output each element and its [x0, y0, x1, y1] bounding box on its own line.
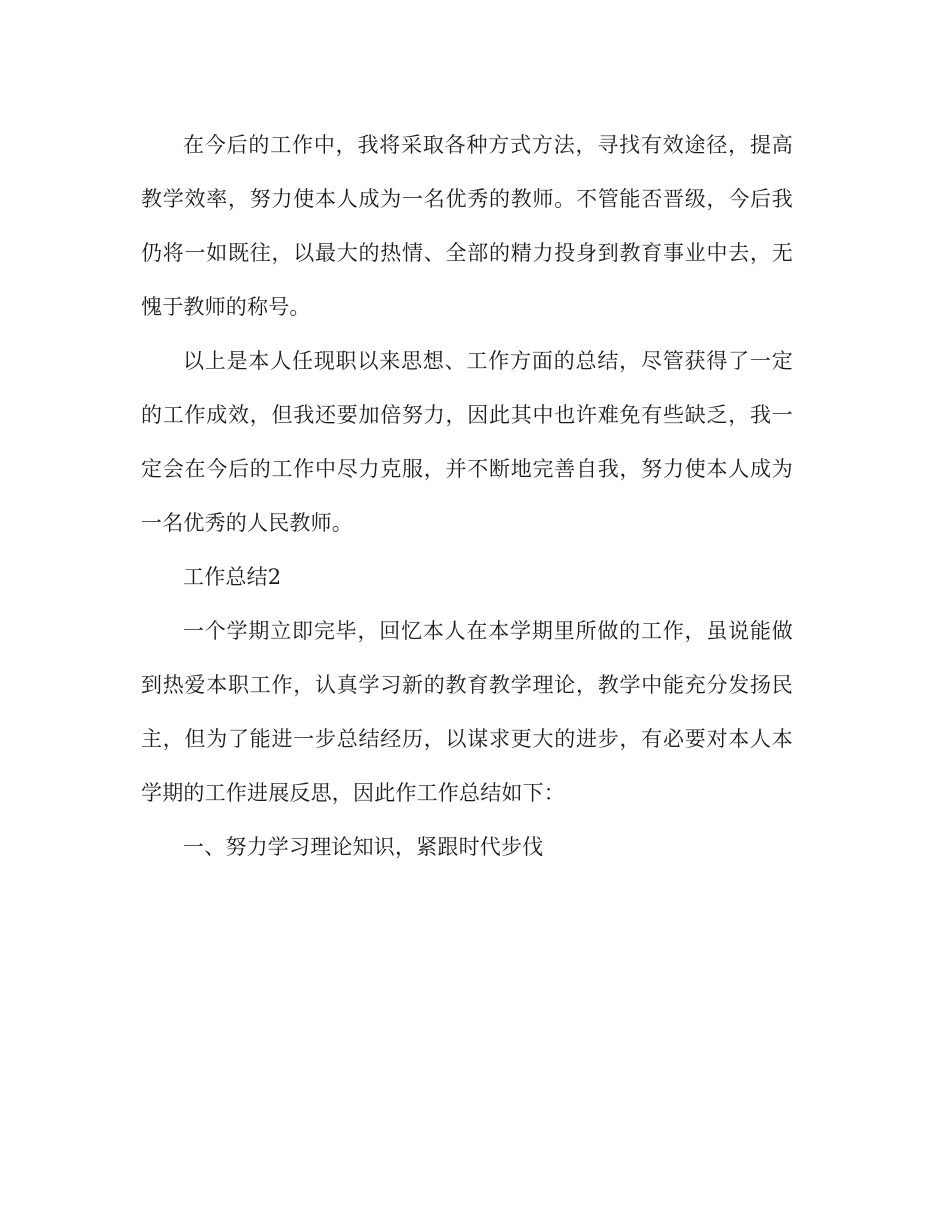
section-heading-work-summary-2: 工作总结2	[183, 565, 282, 589]
paragraph-summary-conclusion: 以上是本人任现职以来思想、工作方面的总结，尽管获得了一定的工作成效，但我还要加倍努力，因此其中也许难免有些缺乏，我一定会在今后的工作中尽力克服，并不断地完善自我，努力使本人成为一名优秀的人民教师。	[141, 349, 793, 535]
section-heading-study-theory: 一、努力学习理论知识，紧跟时代步伐	[183, 835, 544, 859]
document-body	[141, 118, 793, 874]
paragraph-semester-review: 一个学期立即完毕，回忆本人在本学期里所做的工作，虽说能做到热爱本职工作，认真学习新的教育教学理论，教学中能充分发扬民主，但为了能进一步总结经历，以谋求更大的进步，有必要对本人本学期的工作进展反思，因此作工作总结如下：	[141, 619, 793, 805]
paragraph-future-work: 在今后的工作中，我将采取各种方式方法，寻找有效途径，提高教学效率，努力使本人成为一名优秀的教师。不管能否晋级，今后我仍将一如既往，以最大的热情、全部的精力投身到教育事业中去，无愧于教师的称号。	[141, 133, 793, 319]
